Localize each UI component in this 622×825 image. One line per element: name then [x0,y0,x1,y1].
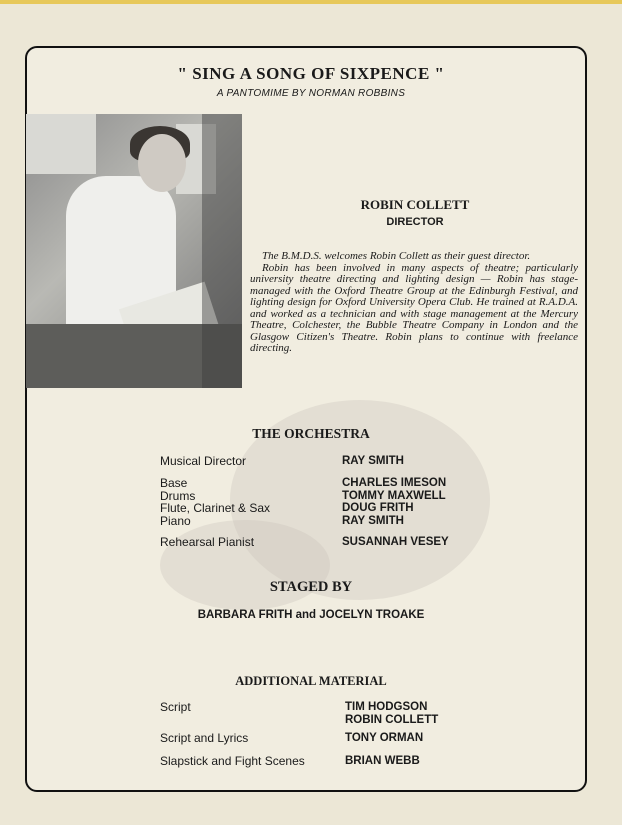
writer-name: ROBIN COLLETT [345,713,439,726]
script-writers [345,701,438,726]
staged-by-names: BARBARA FRITH and JOCELYN TROAKE [197,609,425,621]
page-top-edge [0,0,622,4]
script-label: Script [160,700,191,714]
director-role: DIRECTOR [386,216,444,228]
instrument-label: Flute, Clarinet & Sax [160,501,271,516]
instrument-label: Drums [160,488,196,503]
writer-name: TIM HODGSON [345,701,428,713]
orchestra-heading: THE ORCHESTRA [252,426,370,441]
lyrics-label: Script and Lyrics [160,731,249,745]
player-list [342,477,446,527]
player-name: RAY SMITH [342,514,404,527]
instrument-label: Piano [160,513,191,528]
player-name: TOMMY MAXWELL [342,489,446,502]
director-photo [26,114,242,388]
bio-paragraph: Robin has been involved in many aspects of theatre; particularly university theatre directing and lighting design — Robin has stage-managed with the Oxford Theatre Group at the Edinburgh Festival, and lighting design for Oxford University Opera Club. He trained at R.A.D.A. and worked as a technician and with stage management at the Mercury Theatre, Colchester, the Bubble Theatre Company in London and the Glasgow Citizen's Theatre. Robin plans to continue with freelance directing. [250,261,578,354]
rehearsal-pianist-name: SUSANNAH VESEY [342,536,449,548]
musical-director-name: RAY SMITH [342,455,404,467]
instrument-label: Base [160,476,188,490]
musical-director-label: Musical Director [160,454,247,468]
instrument-list [160,477,270,527]
director-name: ROBIN COLLETT [360,197,470,212]
player-name: DOUG FRITH [342,502,414,515]
bio-paragraph: The B.M.D.S. welcomes Robin Collett as their guest director. [262,250,531,262]
fight-scenes-writer: BRIAN WEBB [345,755,420,767]
rehearsal-pianist-label: Rehearsal Pianist [160,535,255,549]
player-name: CHARLES IMESON [342,477,447,489]
show-through-shape [160,520,330,610]
director-biography [250,251,578,355]
additional-material-heading: ADDITIONAL MATERIAL [235,674,387,688]
lyrics-writer: TONY ORMAN [345,732,424,744]
fight-scenes-label: Slapstick and Fight Scenes [160,754,305,768]
show-title: " SING A SONG OF SIXPENCE " [177,64,445,83]
staged-by-heading: STAGED BY [269,579,353,595]
show-subtitle: A PANTOMIME BY NORMAN ROBBINS [216,88,406,99]
